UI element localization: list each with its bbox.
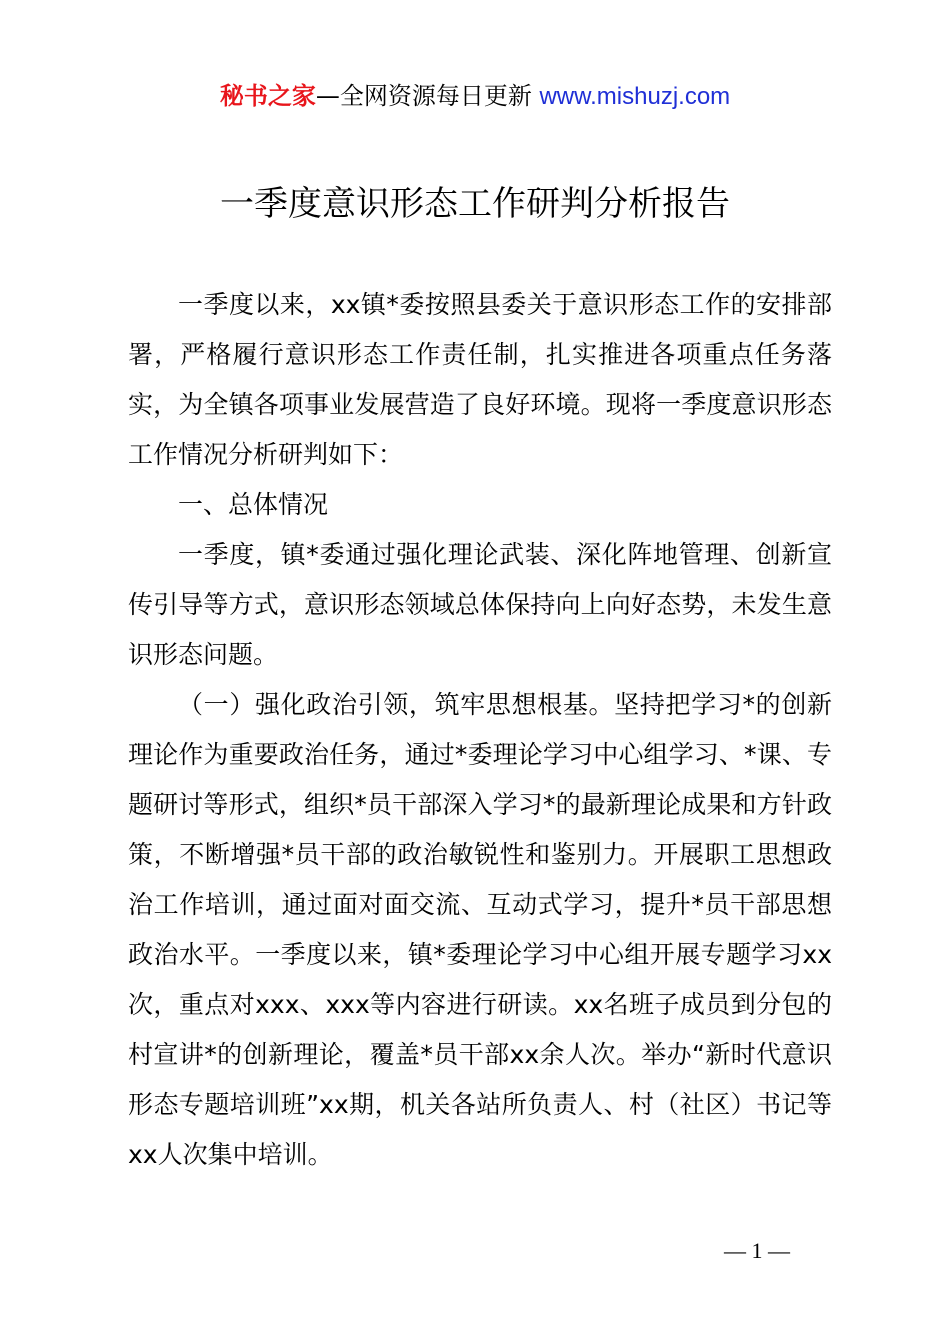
paragraph-political-guidance: （一）强化政治引领，筑牢思想根基。坚持把学习*的创新理论作为重要政治任务，通过*委理论学习中心组学习、*课、专题研讨等形式，组织*员干部深入学习*的最新理论成果和方针政策，不断增强*员干部的政治敏锐性和鉴别力。开展职工思想政治工作培训，通过面对面交流、互动式学习，提升*员干部思想政治水平。一季度以来，镇*委理论学习中心组开展专题学习xx次，重点对xxx、xxx等内容进行研读。xx名班子成员到分包的村宣讲*的创新理论，覆盖*员干部xx余人次。举办“新时代意识形态专题培训班”xx期，机关各站所负责人、村（社区）书记等xx人次集中培训。 (128, 690, 832, 1169)
section-heading-overall: 一、总体情况 (178, 490, 329, 519)
paragraph-intro: 一季度以来，xx镇*委按照县委关于意识形态工作的安排部署，严格履行意识形态工作责任制，扎实推进各项重点任务落实，为全镇各项事业发展营造了良好环境。现将一季度意识形态工作情况分析研判如下： (128, 290, 832, 469)
document-body (128, 280, 832, 1180)
brand-name: 秘书之家 (219, 82, 316, 110)
header-tagline: —全网资源每日更新 (315, 82, 532, 110)
site-url-link[interactable]: www.mishuzj.com (539, 83, 731, 110)
site-header (0, 78, 950, 115)
page-number: — 1 — (724, 1238, 790, 1263)
document-title: 一季度意识形态工作研判分析报告 (220, 184, 730, 224)
paragraph-overall: 一季度，镇*委通过强化理论武装、深化阵地管理、创新宣传引导等方式，意识形态领域总体保持向上向好态势，未发生意识形态问题。 (128, 540, 832, 669)
